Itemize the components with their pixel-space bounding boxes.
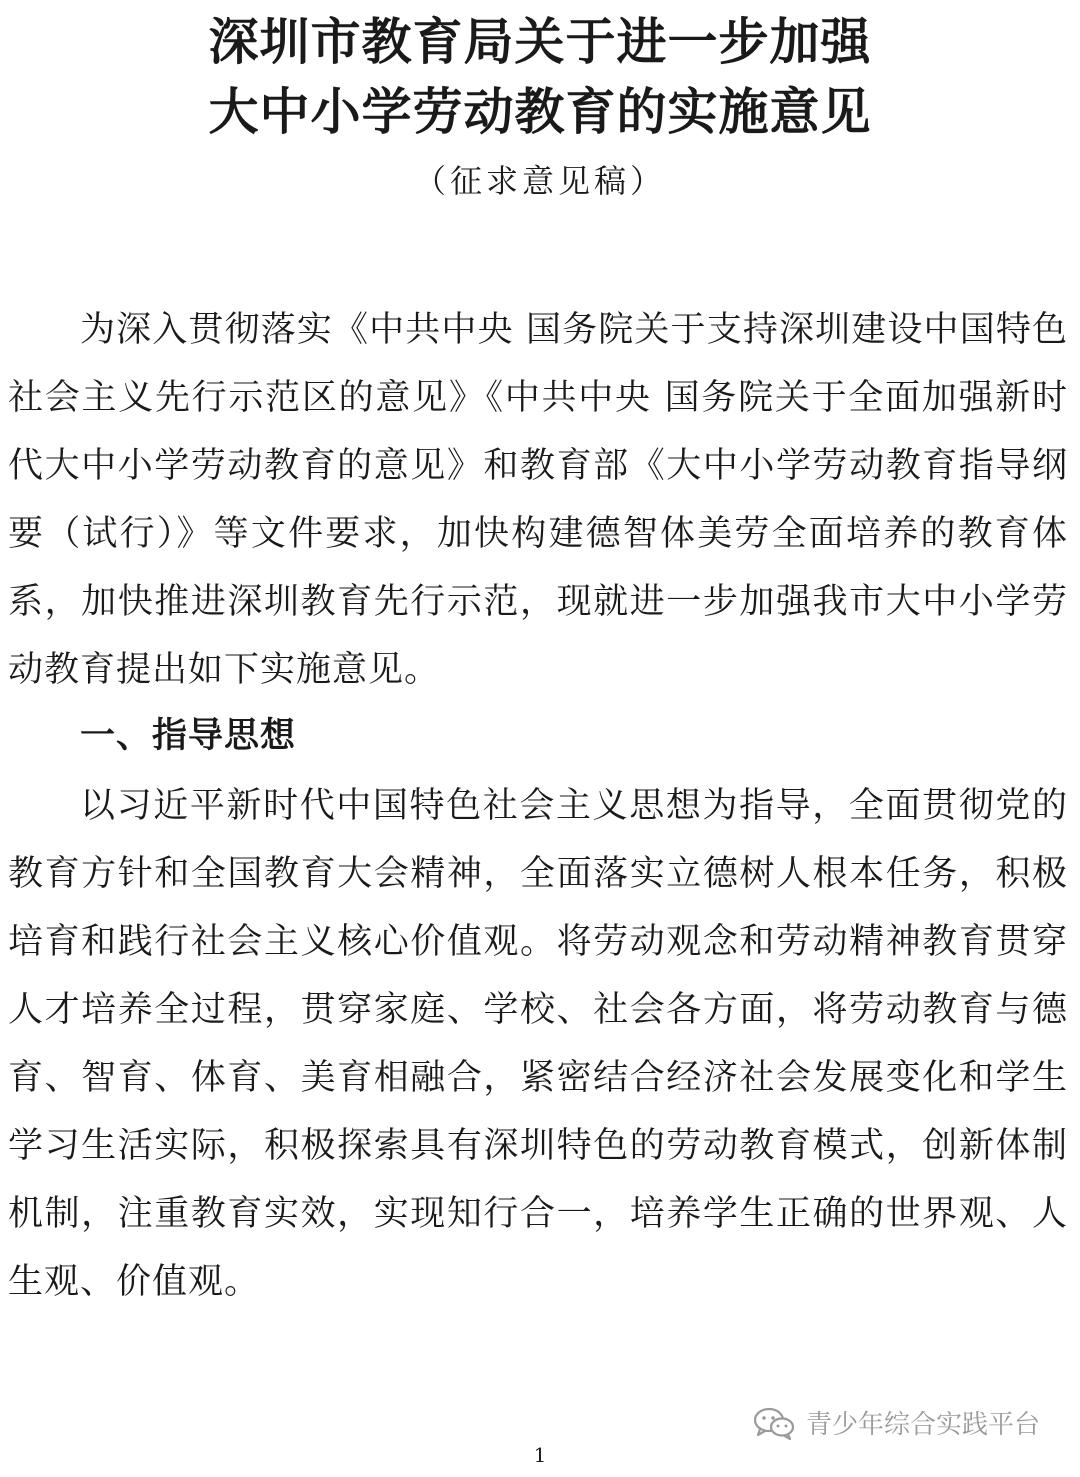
wechat-icon bbox=[752, 1405, 796, 1441]
document-title-line2: 大中小学劳动教育的实施意见 bbox=[208, 83, 872, 141]
guiding-ideology-paragraph: 以习近平新时代中国特色社会主义思想为指导，全面贯彻党的教育方针和全国教育大会精神，全面落实立德树人根本任务，积极培育和践行社会主义核心价值观。将劳动观念和劳动精神教育贯穿人才培养全过程，贯穿家庭、学校、社会各方面，将劳动教育与德育、智育、体育、美育相融合，紧密结合经济社会发展变化和学生学习生活实际，积极探索具有深圳特色的劳动教育模式，创新体制机制，注重教育实效，实现知行合一，培养学生正确的世界观、人生观、价值观。 bbox=[8, 786, 1068, 1302]
document-subtitle: （征求意见稿） bbox=[413, 162, 666, 200]
document-title-line1: 深圳市教育局关于进一步加强 bbox=[208, 13, 872, 71]
watermark-text: 青少年综合实践平台 bbox=[805, 1410, 1040, 1440]
wechat-watermark bbox=[752, 1404, 1040, 1441]
section-heading: 一、指导思想 bbox=[80, 716, 297, 756]
page-number: 1 bbox=[533, 1443, 547, 1467]
intro-paragraph: 为深入贯彻落实《中共中央 国务院关于支持深圳建设中国特色社会主义先行示范区的意见》《中共中央 国务院关于全面加强新时代大中小学劳动教育的意见》和教育部《大中小学劳动教育指导纲要（试行）》等文件要求，加快构建德智体美劳全面培养的教育体系，加快推进深圳教育先行示范，现就进一步加强我市大中小学劳动教育提出如下实施意见。 bbox=[8, 310, 1068, 690]
